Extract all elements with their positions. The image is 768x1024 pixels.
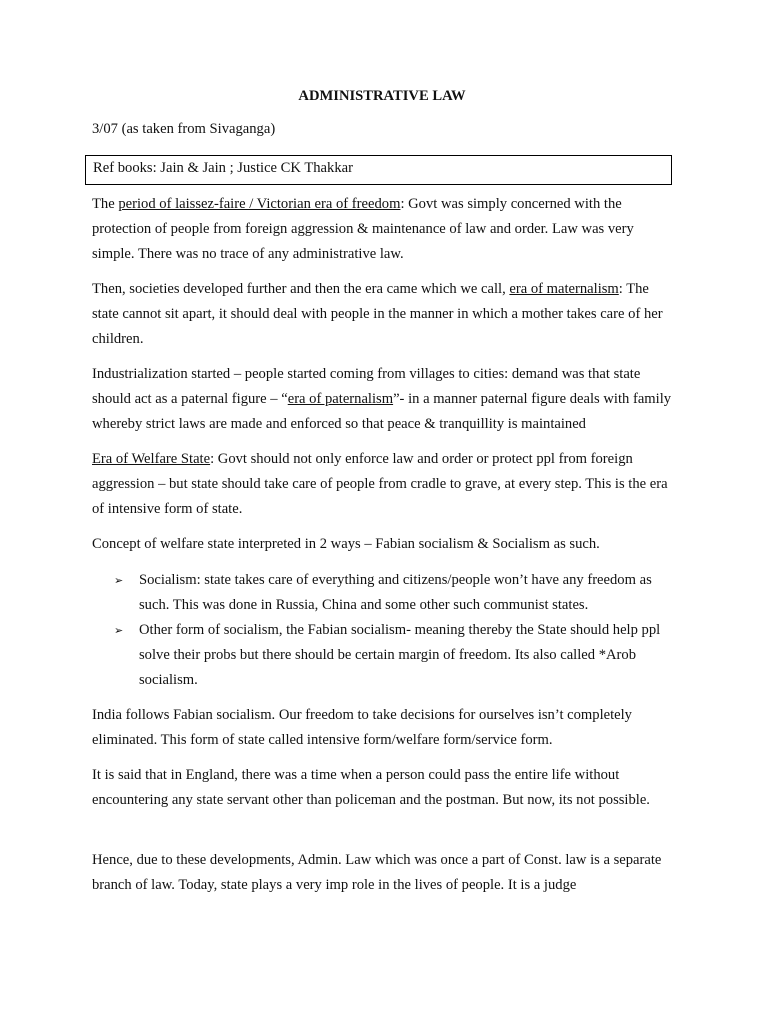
p3-lead: Industrialization started – people started coming from villages to cities: demand was that state should act as a paternal figure – “ bbox=[92, 366, 641, 407]
p2-underlined-term: era of maternalism bbox=[509, 281, 619, 297]
paragraph-india-fabian: India follows Fabian socialism. Our freedom to take decisions for ourselves isn’t completely eliminated. This form of state called intensive form/welfare form/service form. bbox=[92, 707, 632, 748]
p4-underlined-term: Era of Welfare State bbox=[92, 451, 211, 467]
bullet-text: Socialism: state takes care of everything and citizens/people won’t have any freedom as such. This was done in Russia, China and some other such communist states. bbox=[139, 572, 652, 613]
p3-underlined-term: era of paternalism bbox=[287, 391, 394, 407]
arrow-bullet-icon: ➢ bbox=[114, 624, 124, 637]
bullet-text: Other form of socialism, the Fabian socialism- meaning thereby the State should help ppl solve their probs but there should be certain margin of freedom. Its also called *Arob socialism. bbox=[139, 622, 661, 688]
p1-rest: : Govt was simply concerned with the protection of people from foreign aggression & maintenance of law and order. Law was very simple. There was no trace of any administrative law. bbox=[92, 196, 634, 262]
paragraph-england: It is said that in England, there was a time when a person could pass the entire life without encountering any state servant other than policeman and the postman. But now, its not possible. bbox=[92, 767, 650, 808]
paragraph-developments: Hence, due to these developments, Admin. Law which was once a part of Const. law is a separate branch of law. Today, state plays a very imp role in the lives of people. It is a judge bbox=[92, 852, 662, 893]
bullet-item-fabian bbox=[92, 618, 672, 693]
p2-rest: : The state cannot sit apart, it should deal with people in the manner in which a mother takes care of her children. bbox=[92, 281, 663, 347]
paragraph-welfare-state bbox=[92, 447, 672, 522]
date-line: 3/07 (as taken from Sivaganga) bbox=[92, 121, 276, 137]
document-title: ADMINISTRATIVE LAW bbox=[298, 88, 466, 104]
paragraph-welfare-concept: Concept of welfare state interpreted in 2 ways – Fabian socialism & Socialism as such. bbox=[92, 536, 600, 552]
p1-underlined-term: period of laissez-faire / Victorian era of freedom bbox=[118, 196, 401, 212]
bullet-item-socialism bbox=[92, 568, 672, 618]
paragraph-paternalism bbox=[92, 362, 672, 437]
p4-rest: : Govt should not only enforce law and order or protect ppl from foreign aggression – but state should take care of people from cradle to grave, at every step. This is the era of intensive form of state. bbox=[92, 451, 668, 517]
p1-lead: The bbox=[92, 196, 119, 212]
socialism-bullet-list bbox=[92, 568, 672, 693]
arrow-bullet-icon: ➢ bbox=[114, 574, 124, 587]
ref-books-box bbox=[85, 155, 672, 185]
p3-rest: ”- in a manner paternal figure deals with family whereby strict laws are made and enforced so that peace & tranquillity is maintained bbox=[92, 391, 672, 432]
ref-books-text: Ref books: Jain & Jain ; Justice CK Thakkar bbox=[93, 160, 353, 176]
paragraph-laissez-faire bbox=[92, 192, 672, 267]
paragraph-maternalism bbox=[92, 277, 672, 352]
p2-lead: Then, societies developed further and then the era came which we call, bbox=[92, 281, 510, 297]
